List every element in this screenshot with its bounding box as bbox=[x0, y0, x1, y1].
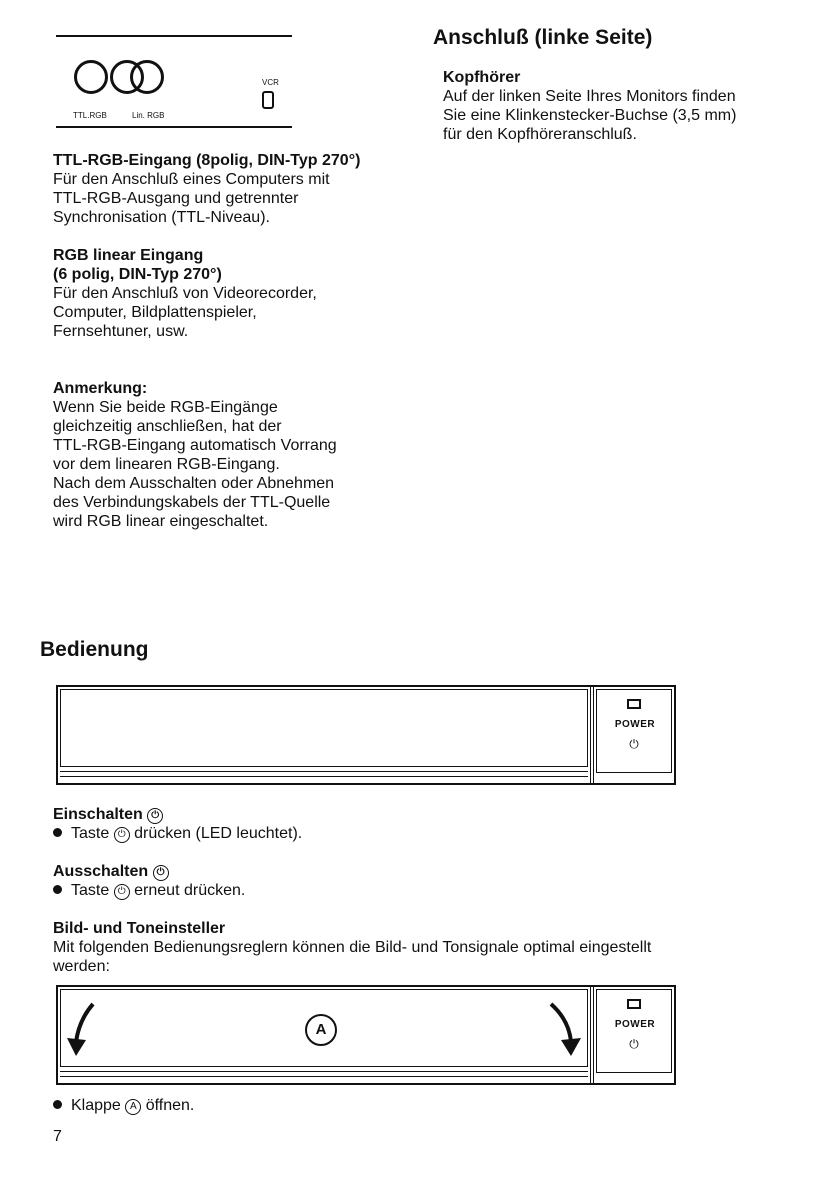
rgb-title: RGB linear Eingang bbox=[53, 247, 204, 264]
connection-heading: Anschluß (linke Seite) bbox=[433, 26, 653, 49]
controls-line: Mit folgenden Bedienungsreglern können die Bild- und Tonsignale optimal eingestellt bbox=[53, 939, 652, 956]
power-off-section bbox=[53, 862, 753, 900]
note-line: Nach dem Ausschalten oder Abnehmen bbox=[53, 475, 335, 492]
control-panel bbox=[596, 689, 672, 773]
flap-section bbox=[53, 1096, 453, 1115]
note-line: des Verbindungskabels der TTL-Quelle bbox=[53, 494, 331, 511]
power-off-text-pre: Taste bbox=[71, 882, 110, 899]
flap-arrow-left-icon bbox=[63, 998, 107, 1060]
ttl-rgb-socket-icon bbox=[74, 60, 108, 94]
control-panel bbox=[596, 989, 672, 1073]
rgb-section bbox=[53, 246, 423, 341]
power-on-title bbox=[53, 805, 753, 824]
bullet-icon bbox=[53, 885, 62, 894]
controls-title: Bild- und Toneinsteller bbox=[53, 920, 226, 937]
power-on-section bbox=[53, 805, 753, 843]
power-on-title-text: Einschalten bbox=[53, 806, 143, 823]
power-symbol-icon: ⏻ bbox=[114, 884, 130, 900]
note-line: gleichzeitig anschließen, hat der bbox=[53, 418, 282, 435]
rgb-line: Für den Anschluß von Videorecorder, bbox=[53, 285, 317, 302]
power-symbol-icon: ⏻ bbox=[153, 865, 169, 881]
note-section bbox=[53, 379, 423, 531]
headphone-title: Kopfhörer bbox=[443, 69, 521, 86]
power-off-title bbox=[53, 862, 753, 881]
monitor-bottom-strip bbox=[60, 771, 588, 777]
bullet-icon bbox=[53, 828, 62, 837]
note-line: TTL-RGB-Eingang automatisch Vorrang bbox=[53, 437, 337, 454]
monitor-front-flap-diagram bbox=[56, 985, 676, 1085]
power-off-instruction bbox=[53, 881, 753, 900]
ttl-title: TTL-RGB-Eingang (8polig, DIN-Typ 270°) bbox=[53, 152, 361, 169]
flap-a-marker-icon: A bbox=[305, 1014, 337, 1046]
ttl-line: Für den Anschluß eines Computers mit bbox=[53, 171, 330, 188]
lin-rgb-socket-icon bbox=[130, 60, 164, 94]
power-label: POWER bbox=[614, 1019, 656, 1030]
ttl-line: Synchronisation (TTL-Niveau). bbox=[53, 209, 270, 226]
power-label: POWER bbox=[614, 719, 656, 730]
note-line: Wenn Sie beide RGB-Eingänge bbox=[53, 399, 278, 416]
flap-instruction bbox=[53, 1096, 453, 1115]
power-on-instruction bbox=[53, 824, 753, 843]
led-indicator-icon bbox=[627, 699, 641, 709]
led-indicator-icon bbox=[627, 999, 641, 1009]
monitor-panel bbox=[60, 989, 588, 1067]
flap-text-pre: Klappe bbox=[71, 1097, 121, 1114]
label-vcr: VCR bbox=[262, 78, 279, 87]
power-on-text-pre: Taste bbox=[71, 825, 110, 842]
label-ttl-rgb: TTL.RGB bbox=[73, 111, 107, 120]
ttl-section bbox=[53, 151, 423, 227]
monitor-divider bbox=[590, 687, 594, 783]
controls-line: werden: bbox=[53, 958, 110, 975]
divider-bottom bbox=[56, 126, 292, 128]
monitor-divider bbox=[590, 987, 594, 1083]
rgb-line: Fernsehtuner, usw. bbox=[53, 323, 189, 340]
headphone-line: für den Kopfhöreranschluß. bbox=[443, 126, 637, 143]
flap-arrow-right-icon bbox=[541, 998, 585, 1060]
rgb-title: (6 polig, DIN-Typ 270°) bbox=[53, 266, 222, 283]
monitor-front-diagram bbox=[56, 685, 676, 785]
headphone-line: Sie eine Klinkenstecker-Buchse (3,5 mm) bbox=[443, 107, 737, 124]
note-line: wird RGB linear eingeschaltet. bbox=[53, 513, 269, 530]
note-line: vor dem linearen RGB-Eingang. bbox=[53, 456, 280, 473]
bullet-icon bbox=[53, 1100, 62, 1109]
power-off-text-post: erneut drücken. bbox=[134, 882, 246, 899]
power-off-title-text: Ausschalten bbox=[53, 863, 149, 880]
controls-section bbox=[53, 919, 793, 976]
power-symbol-icon: ⏻ bbox=[147, 808, 163, 824]
power-symbol-icon: ⏻ bbox=[629, 1037, 639, 1051]
divider-top bbox=[56, 35, 292, 37]
rgb-line: Computer, Bildplattenspieler, bbox=[53, 304, 257, 321]
page-number: 7 bbox=[53, 1128, 62, 1145]
note-title: Anmerkung: bbox=[53, 380, 148, 397]
flap-text-post: öffnen. bbox=[145, 1097, 195, 1114]
operation-heading: Bedienung bbox=[40, 638, 149, 661]
flap-a-symbol-icon: A bbox=[125, 1099, 141, 1115]
monitor-panel bbox=[60, 689, 588, 767]
headphone-section bbox=[433, 26, 813, 144]
power-symbol-icon: ⏻ bbox=[114, 827, 130, 843]
power-symbol-icon: ⏻ bbox=[629, 737, 639, 751]
headphone-line: Auf der linken Seite Ihres Monitors finden bbox=[443, 88, 736, 105]
vcr-switch-icon bbox=[262, 91, 274, 109]
label-lin-rgb: Lin. RGB bbox=[132, 111, 165, 120]
power-on-text-post: drücken (LED leuchtet). bbox=[134, 825, 303, 842]
ttl-line: TTL-RGB-Ausgang und getrennter bbox=[53, 190, 299, 207]
monitor-bottom-strip bbox=[60, 1071, 588, 1077]
